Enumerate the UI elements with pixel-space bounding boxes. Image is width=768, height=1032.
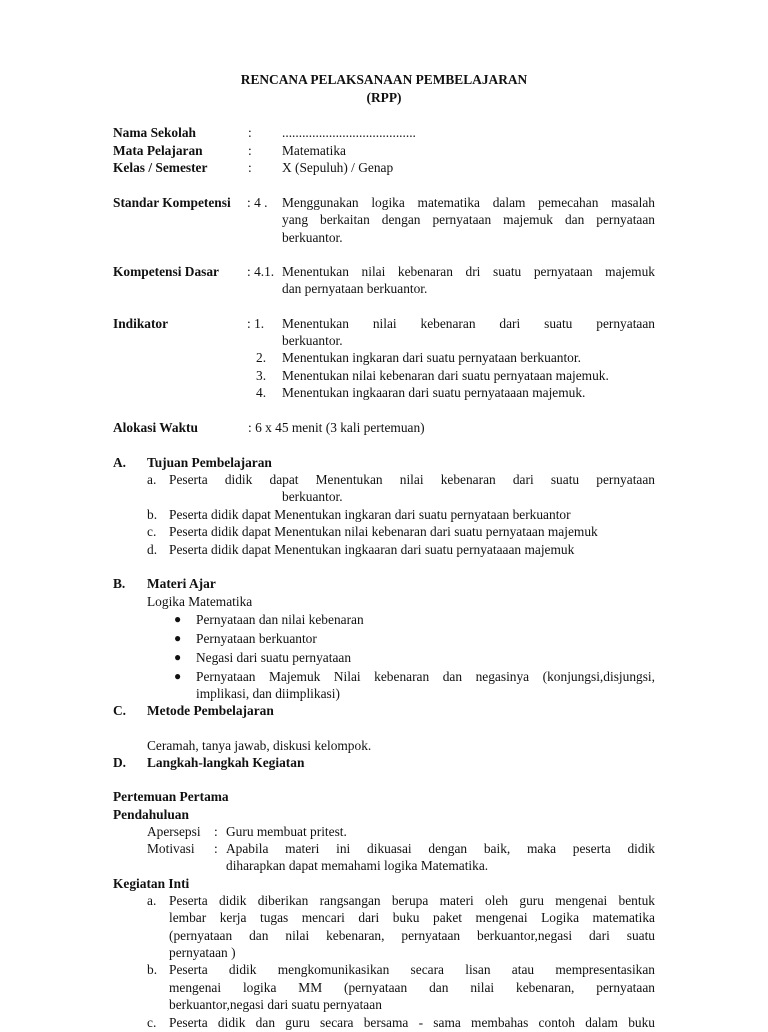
kegiatan-inti-heading: Kegiatan Inti	[113, 876, 190, 891]
tujuan-line: Peserta didik dapat Menentukan ingkaaran dari suatu pernyataaan majemuk	[169, 542, 575, 557]
section-letter: A.	[113, 455, 127, 470]
bullet-icon: ●	[174, 669, 182, 683]
materi-bullet: Pernyataan Majemuk Nilai kebenaran dan negasinya (konjungsi,disjungsi,	[196, 669, 655, 684]
sep-colon: :	[214, 841, 218, 856]
indikator-number: 3.	[256, 368, 267, 383]
section-title-langkah: Langkah-langkah Kegiatan	[147, 755, 305, 770]
indikator-number: 4.	[256, 385, 267, 400]
standar-line: yang berkaitan dengan pernyataan majemuk dan pernyataan	[282, 212, 655, 227]
value-mata-pelajaran: Matematika	[282, 143, 346, 158]
section-title-metode: Metode Pembelajaran	[147, 703, 274, 718]
indikator-line: Menentukan nilai kebenaran dari suatu pernyataan majemuk.	[282, 368, 609, 383]
materi-bullet: Negasi dari suatu pernyataan	[196, 650, 352, 665]
indikator-line: Menentukan ingkaaran dari suatu pernyataaan majemuk.	[282, 385, 586, 400]
tujuan-line: Peserta didik dapat Menentukan ingkaran dari suatu pernyataan berkuantor	[169, 507, 571, 522]
value-kelas-semester: X (Sepuluh) / Genap	[282, 160, 394, 175]
indikator-line: Menentukan ingkaran dari suatu pernyataan berkuantor.	[282, 350, 581, 365]
kompetensi-number: : 4.1.	[247, 264, 275, 279]
section-letter: D.	[113, 755, 127, 770]
sep-colon: :	[214, 824, 218, 839]
document-title: RENCANA PELAKSANAAN PEMBELAJARAN	[240, 72, 528, 87]
motivasi-label: Motivasi	[147, 841, 195, 856]
motivasi-line: diharapkan dapat memahami logika Matematika.	[226, 858, 489, 873]
inti-line: pernyataan )	[169, 945, 236, 960]
tujuan-line: Peserta didik dapat Menentukan nilai kebenaran dari suatu pernyataan	[169, 472, 655, 487]
apersepsi-label: Apersepsi	[147, 824, 201, 839]
label-nama-sekolah: Nama Sekolah	[113, 125, 196, 140]
indikator-line: berkuantor.	[282, 333, 343, 348]
metode-text: Ceramah, tanya jawab, diskusi kelompok.	[147, 738, 372, 753]
sep-colon: :	[248, 160, 252, 175]
item-letter: b.	[147, 507, 158, 522]
value-nama-sekolah: ........................................	[282, 125, 416, 140]
bullet-icon: ●	[174, 650, 182, 664]
inti-line: Peserta didik mengkomunikasikan secara lisan atau mempresentasikan	[169, 962, 655, 977]
document-subtitle: (RPP)	[366, 90, 402, 105]
label-standar-kompetensi: Standar Kompetensi	[113, 195, 231, 210]
indikator-line: Menentukan nilai kebenaran dari suatu pernyataan	[282, 316, 655, 331]
indikator-number: : 1.	[247, 316, 265, 331]
materi-intro: Logika Matematika	[147, 594, 253, 609]
inti-line: berkuantor,negasi dari suatu pernyataan	[169, 997, 382, 1012]
pertemuan-title: Pertemuan Pertama	[113, 789, 229, 804]
bullet-icon: ●	[174, 631, 182, 645]
standar-number: : 4 .	[247, 195, 268, 210]
materi-bullet: Pernyataan dan nilai kebenaran	[196, 612, 364, 627]
indikator-number: 2.	[256, 350, 267, 365]
item-letter: a.	[147, 472, 157, 487]
tujuan-line: Peserta didik dapat Menentukan nilai kebenaran dari suatu pernyataan majemuk	[169, 524, 598, 539]
label-kompetensi-dasar: Kompetensi Dasar	[113, 264, 220, 279]
section-title-materi: Materi Ajar	[147, 576, 216, 591]
standar-line: berkuantor.	[282, 230, 343, 245]
inti-line: lembar kerja tugas mencari dari buku paket mengenai Logika matematika	[169, 910, 655, 925]
inti-line: Peserta didik diberikan rangsangan berupa materi oleh guru mengenai bentuk	[169, 893, 655, 908]
materi-bullet: implikasi, dan diimplikasi)	[196, 686, 340, 701]
label-mata-pelajaran: Mata Pelajaran	[113, 143, 203, 158]
kompetensi-line: dan pernyataan berkuantor.	[282, 281, 428, 296]
section-letter: C.	[113, 703, 127, 718]
item-letter: b.	[147, 962, 158, 977]
standar-line: Menggunakan logika matematika dalam pemecahan masalah	[282, 195, 655, 210]
bullet-icon: ●	[174, 612, 182, 626]
inti-line: Peserta didik dan guru secara bersama - sama membahas contoh dalam buku	[169, 1015, 655, 1030]
pendahuluan-heading: Pendahuluan	[113, 807, 189, 822]
item-letter: d.	[147, 542, 158, 557]
label-kelas-semester: Kelas / Semester	[113, 160, 208, 175]
inti-line: mengenai logika MM (pernyataan dan nilai kebenaran, pernyataan	[169, 980, 655, 995]
tujuan-line: berkuantor.	[282, 489, 343, 504]
item-letter: c.	[147, 1015, 157, 1030]
apersepsi-text: Guru membuat pritest.	[226, 824, 347, 839]
item-letter: a.	[147, 893, 157, 908]
section-letter: B.	[113, 576, 126, 591]
inti-line: (pernyataan dan nilai kebenaran, pernyataan berkuantor,negasi dari suatu	[169, 928, 655, 943]
kompetensi-line: Menentukan nilai kebenaran dri suatu pernyataan majemuk	[282, 264, 655, 279]
label-indikator: Indikator	[113, 316, 169, 331]
sep-colon: :	[248, 143, 252, 158]
section-title-tujuan: Tujuan Pembelajaran	[147, 455, 272, 470]
value-alokasi-waktu: : 6 x 45 menit (3 kali pertemuan)	[248, 420, 425, 435]
materi-bullet: Pernyataan berkuantor	[196, 631, 317, 646]
label-alokasi-waktu: Alokasi Waktu	[113, 420, 198, 435]
item-letter: c.	[147, 524, 157, 539]
motivasi-line: Apabila materi ini dikuasai dengan baik, maka peserta didik	[226, 841, 655, 856]
sep-colon: :	[248, 125, 252, 140]
